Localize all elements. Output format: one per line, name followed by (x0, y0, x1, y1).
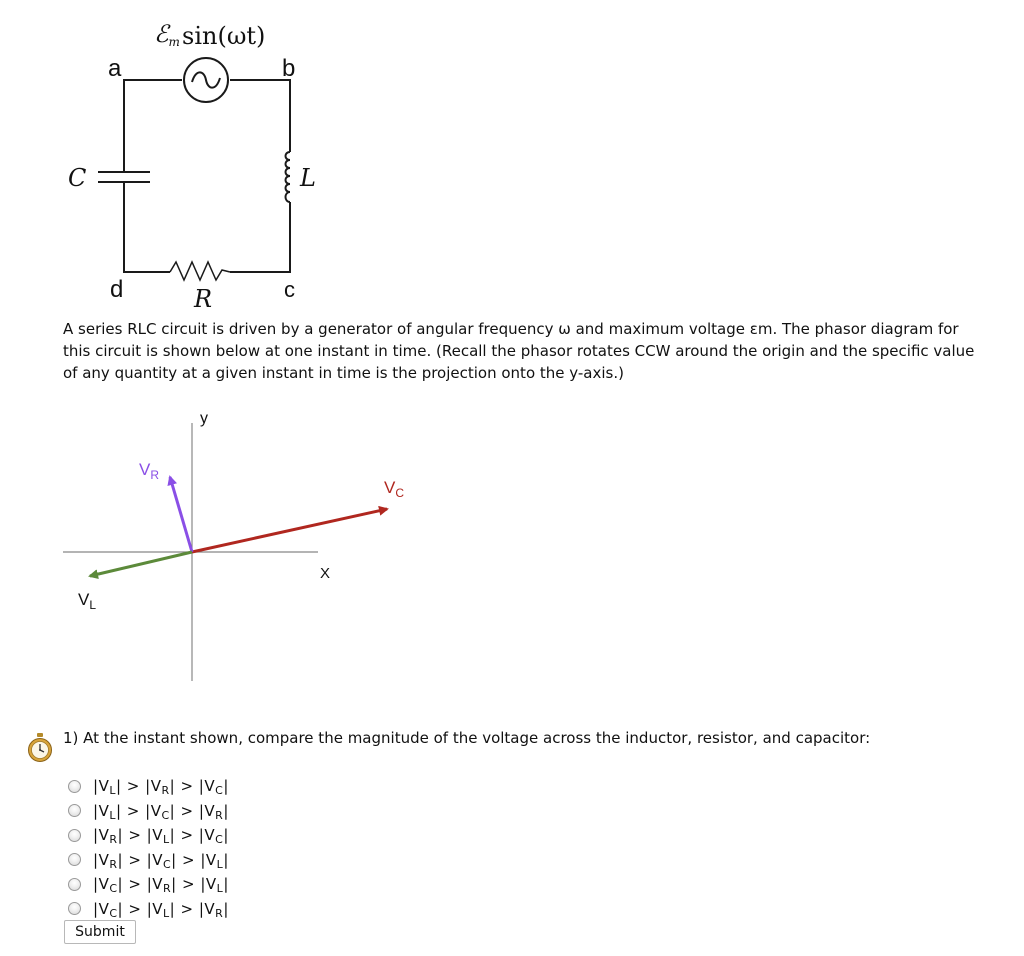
answer-radio-5[interactable] (68, 878, 81, 891)
capacitor-label: C (68, 164, 87, 192)
node-d-label: d (110, 276, 124, 303)
vr-label: $V_R$ (139, 460, 160, 482)
vr-vector (170, 477, 192, 552)
inductor-label: L (300, 164, 316, 192)
answer-option-1[interactable] (68, 775, 229, 797)
vc-label: $V_C$ (384, 478, 405, 500)
answer-option-4[interactable] (68, 849, 229, 871)
answer-radio-6[interactable] (68, 902, 81, 915)
stopwatch-icon (27, 733, 53, 763)
answer-option-3[interactable] (68, 824, 229, 846)
node-b-label: b (282, 55, 296, 82)
source-label: sin(ωt) (182, 22, 266, 50)
answer-radio-4[interactable] (68, 853, 81, 866)
answer-radio-2[interactable] (68, 804, 81, 817)
answer-option-text: $|V_R| > |V_L| > |V_C|$ (93, 826, 229, 846)
answer-option-text: $|V_L| > |V_C| > |V_R|$ (93, 801, 229, 822)
answer-option-text: $|V_R| > |V_C| > |V_L|$ (93, 850, 229, 871)
submit-button[interactable]: Submit (64, 920, 136, 944)
answer-option-text: $|V_C| > |V_L| > |V_R|$ (93, 899, 229, 920)
answer-option-text: $|V_C| > |V_R| > |V_L|$ (93, 875, 229, 895)
x-axis-label: X (320, 565, 331, 582)
emf-label: ℰm (154, 20, 180, 49)
y-axis-label: y (200, 410, 208, 427)
resistor-label: R (194, 285, 213, 313)
answer-option-text: $|V_L| > |V_R| > |V_C|$ (93, 777, 229, 797)
answer-option-5[interactable] (68, 873, 229, 895)
phasor-diagram (55, 405, 455, 690)
node-c-label: c (284, 277, 295, 302)
answer-option-2[interactable] (68, 800, 229, 822)
intro-paragraph: A series RLC circuit is driven by a generator of angular frequency ω and maximum voltage εm. The phasor diagram for this circuit is shown below at one instant in time. (Recall the phasor rotates CCW around the origin and the specific value of any quantity at a given instant in time is the projection onto the y-axis.) (63, 320, 975, 382)
question-text: 1) At the instant shown, compare the magnitude of the voltage across the inductor, resistor, and capacitor: (63, 729, 871, 747)
answer-option-6[interactable] (68, 898, 229, 920)
answer-radio-3[interactable] (68, 829, 81, 842)
vl-label: $V_L$ (78, 590, 97, 612)
circuit-diagram (62, 14, 327, 314)
node-a-label: a (108, 55, 122, 82)
vc-vector (192, 509, 387, 552)
vl-vector (90, 552, 192, 576)
answer-radio-1[interactable] (68, 780, 81, 793)
